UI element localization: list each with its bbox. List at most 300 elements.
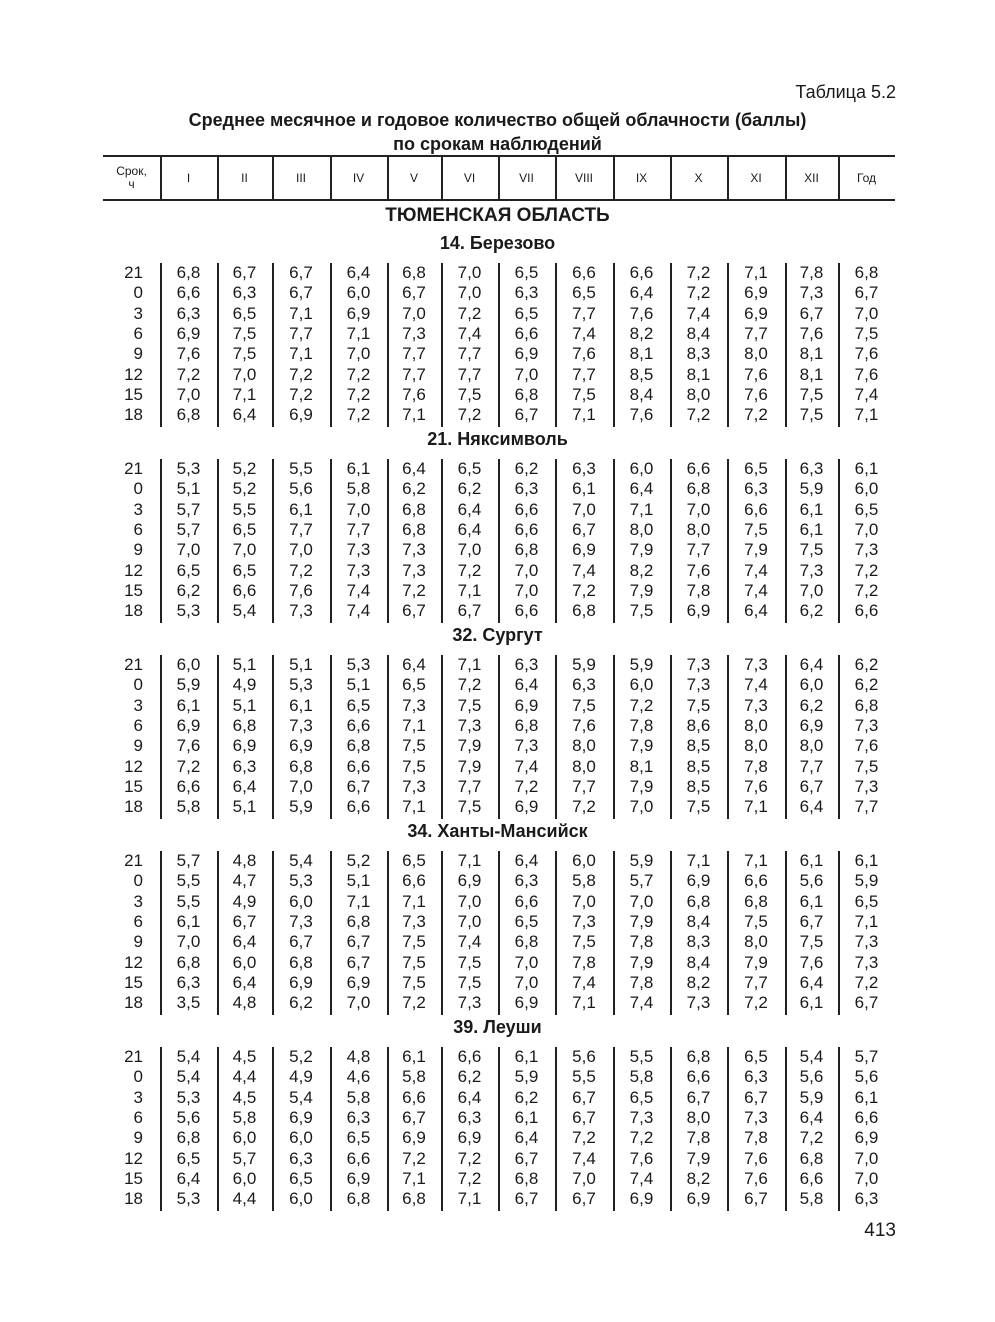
- value-cell: 5,1: [346, 675, 371, 695]
- value-cell: 6,1: [799, 993, 824, 1013]
- header-month: II: [241, 170, 248, 185]
- value-cell: 7,0: [176, 932, 201, 952]
- value-cell: 6,8: [289, 952, 313, 972]
- year-cell: 6,8: [854, 263, 879, 282]
- year-cell: 5,9: [854, 871, 879, 891]
- srok-cell: 15: [124, 776, 143, 796]
- region-title: ТЮМЕНСКАЯ ОБЛАСТЬ: [385, 205, 610, 226]
- table-title: [0, 108, 995, 156]
- value-cell: 7,0: [572, 1168, 596, 1188]
- value-cell: 7,7: [457, 776, 482, 796]
- value-cell: 8,2: [686, 972, 711, 992]
- column-rule: [785, 263, 787, 427]
- value-cell: 6,3: [514, 283, 539, 303]
- value-cell: 6,8: [572, 601, 596, 621]
- value-cell: 7,1: [457, 580, 482, 600]
- value-cell: 6,0: [289, 1189, 313, 1209]
- value-cell: 6,4: [629, 283, 654, 303]
- value-cell: 6,4: [799, 655, 824, 674]
- value-cell: 8,1: [686, 364, 711, 384]
- page-number: 413: [864, 1220, 896, 1241]
- value-cell: 6,4: [799, 1107, 824, 1127]
- value-cell: 6,3: [572, 675, 596, 695]
- value-cell: 6,9: [514, 797, 539, 817]
- value-cell: 5,5: [176, 871, 201, 891]
- value-cell: 7,0: [232, 364, 257, 384]
- value-cell: 4,9: [232, 891, 257, 911]
- value-cell: 7,0: [514, 580, 539, 600]
- value-cell: 7,6: [744, 776, 768, 796]
- column-rule: [498, 459, 500, 623]
- value-cell: 6,4: [232, 405, 257, 425]
- year-cell: 7,6: [854, 364, 879, 384]
- value-cell: 7,6: [686, 560, 711, 580]
- value-cell: 5,7: [176, 519, 201, 539]
- value-cell: 7,5: [457, 695, 482, 715]
- value-cell: 7,1: [402, 1168, 426, 1188]
- value-cell: 6,6: [346, 1148, 371, 1168]
- value-cell: 6,9: [402, 1128, 426, 1148]
- value-cell: 4,9: [232, 675, 257, 695]
- value-cell: 7,5: [799, 405, 824, 425]
- value-cell: 7,5: [572, 384, 596, 404]
- value-cell: 7,1: [289, 344, 313, 364]
- value-cell: 7,2: [457, 405, 482, 425]
- year-cell: 6,1: [854, 459, 879, 478]
- value-cell: 7,6: [289, 580, 313, 600]
- value-cell: 5,6: [572, 1047, 596, 1066]
- value-cell: 6,7: [232, 263, 257, 282]
- value-cell: 6,8: [289, 756, 313, 776]
- value-cell: 5,6: [176, 1107, 201, 1127]
- value-cell: 6,5: [402, 675, 426, 695]
- value-cell: 6,9: [799, 715, 824, 735]
- year-cell: 6,7: [854, 283, 879, 303]
- value-cell: 6,9: [289, 1107, 313, 1127]
- value-cell: 5,3: [289, 871, 313, 891]
- value-cell: 7,5: [402, 972, 426, 992]
- value-cell: 7,6: [629, 405, 654, 425]
- value-cell: 7,6: [744, 1148, 768, 1168]
- value-cell: 7,1: [457, 851, 482, 870]
- value-cell: 7,9: [744, 540, 768, 560]
- year-cell: 7,3: [854, 715, 879, 735]
- value-cell: 5,1: [232, 655, 257, 674]
- value-cell: 5,1: [346, 871, 371, 891]
- value-cell: 5,7: [176, 851, 201, 870]
- header-month: III: [295, 170, 306, 185]
- column-rule: [441, 655, 443, 819]
- column-rule: [727, 263, 729, 427]
- value-cell: 8,1: [799, 344, 824, 364]
- value-cell: 7,7: [402, 364, 426, 384]
- value-cell: 6,7: [744, 1189, 768, 1209]
- value-cell: 7,6: [629, 303, 654, 323]
- value-cell: 7,3: [686, 993, 711, 1013]
- srok-cell: 9: [133, 1128, 143, 1148]
- srok-cell: 12: [124, 364, 143, 384]
- value-cell: 7,2: [457, 560, 482, 580]
- value-cell: 6,5: [514, 303, 539, 323]
- value-cell: 7,5: [629, 601, 654, 621]
- value-cell: 8,4: [686, 911, 711, 931]
- value-cell: 7,1: [457, 1189, 482, 1209]
- value-cell: 6,0: [289, 1128, 313, 1148]
- value-cell: 5,7: [232, 1148, 257, 1168]
- value-cell: 6,3: [514, 479, 539, 499]
- column-rule: [727, 655, 729, 819]
- table-title-line1: Среднее месячное и годовое количество общей облачности (баллы): [188, 110, 807, 130]
- value-cell: 7,4: [346, 580, 371, 600]
- value-cell: 7,5: [799, 384, 824, 404]
- srok-cell: 0: [133, 283, 143, 303]
- value-cell: 7,5: [799, 540, 824, 560]
- value-cell: 7,1: [572, 993, 596, 1013]
- value-cell: 7,9: [629, 776, 654, 796]
- srok-cell: 12: [124, 1148, 143, 1168]
- value-cell: 7,6: [799, 952, 824, 972]
- column-rule: [441, 459, 443, 623]
- header-month: VIII: [574, 170, 593, 185]
- column-rule: [727, 851, 729, 1015]
- column-rule: [838, 655, 840, 819]
- value-cell: 6,1: [289, 695, 313, 715]
- header-month: IV: [352, 170, 365, 185]
- value-cell: 6,8: [232, 715, 257, 735]
- value-cell: 7,7: [289, 323, 313, 343]
- srok-cell: 15: [124, 972, 143, 992]
- value-cell: 7,8: [799, 263, 824, 282]
- value-cell: 6,6: [686, 1067, 711, 1087]
- value-cell: 6,8: [514, 1168, 539, 1188]
- value-cell: 8,0: [799, 736, 824, 756]
- value-cell: 7,4: [457, 323, 482, 343]
- value-cell: 8,0: [744, 715, 768, 735]
- value-cell: 7,5: [457, 952, 482, 972]
- year-cell: 7,3: [854, 776, 879, 796]
- value-cell: 7,0: [346, 993, 371, 1013]
- value-cell: 6,1: [799, 519, 824, 539]
- value-cell: 6,6: [744, 499, 768, 519]
- value-cell: 8,1: [799, 364, 824, 384]
- year-cell: 7,3: [854, 932, 879, 952]
- value-cell: 6,3: [514, 871, 539, 891]
- value-cell: 7,4: [744, 560, 768, 580]
- year-cell: 7,0: [854, 303, 879, 323]
- value-cell: 7,0: [799, 580, 824, 600]
- value-cell: 5,3: [176, 1189, 201, 1209]
- value-cell: 7,2: [457, 303, 482, 323]
- value-cell: 6,6: [176, 283, 201, 303]
- value-cell: 7,0: [457, 263, 482, 282]
- value-cell: 7,7: [402, 344, 426, 364]
- value-cell: 7,0: [289, 776, 313, 796]
- value-cell: 6,7: [289, 283, 313, 303]
- value-cell: 5,3: [289, 675, 313, 695]
- value-cell: 7,0: [176, 384, 201, 404]
- column-rule: [838, 1047, 840, 1211]
- srok-cell: 15: [124, 384, 143, 404]
- value-cell: 6,4: [232, 776, 257, 796]
- value-cell: 6,8: [402, 499, 426, 519]
- header-srok-line1: Срок,: [116, 164, 147, 178]
- value-cell: 7,9: [629, 952, 654, 972]
- header-column-rule: [613, 157, 615, 199]
- value-cell: 5,8: [346, 479, 371, 499]
- header-column-rule: [670, 157, 672, 199]
- column-rule: [387, 1047, 389, 1211]
- value-cell: 5,8: [629, 1067, 654, 1087]
- value-cell: 4,9: [289, 1067, 313, 1087]
- value-cell: 6,7: [346, 932, 371, 952]
- column-rule: [498, 851, 500, 1015]
- value-cell: 8,1: [629, 344, 654, 364]
- column-rule: [670, 459, 672, 623]
- value-cell: 6,1: [402, 1047, 426, 1066]
- value-cell: 7,4: [629, 1168, 654, 1188]
- srok-cell: 0: [133, 675, 143, 695]
- table-label: Таблица 5.2: [795, 82, 896, 102]
- value-cell: 5,7: [176, 499, 201, 519]
- value-cell: 6,8: [514, 384, 539, 404]
- value-cell: 4,4: [232, 1067, 257, 1087]
- value-cell: 7,7: [572, 364, 596, 384]
- srok-cell: 6: [133, 323, 143, 343]
- value-cell: 6,8: [346, 911, 371, 931]
- value-cell: 4,5: [232, 1087, 257, 1107]
- value-cell: 5,4: [289, 851, 313, 870]
- value-cell: 6,9: [346, 303, 371, 323]
- value-cell: 5,4: [176, 1067, 201, 1087]
- value-cell: 4,7: [232, 871, 257, 891]
- value-cell: 6,7: [514, 1148, 539, 1168]
- value-cell: 7,8: [744, 1128, 768, 1148]
- value-cell: 7,4: [572, 1148, 596, 1168]
- value-cell: 7,5: [744, 519, 768, 539]
- value-cell: 6,4: [457, 1087, 482, 1107]
- value-cell: 7,6: [572, 715, 596, 735]
- value-cell: 7,8: [629, 972, 654, 992]
- value-cell: 7,5: [572, 932, 596, 952]
- value-cell: 6,9: [176, 715, 201, 735]
- value-cell: 6,9: [346, 1168, 371, 1188]
- value-cell: 5,6: [289, 479, 313, 499]
- value-cell: 7,1: [744, 263, 768, 282]
- value-cell: 6,0: [799, 675, 824, 695]
- value-cell: 8,0: [686, 1107, 711, 1127]
- value-cell: 8,2: [629, 560, 654, 580]
- value-cell: 6,9: [686, 601, 711, 621]
- value-cell: 7,9: [686, 1148, 711, 1168]
- value-cell: 7,9: [629, 580, 654, 600]
- value-cell: 6,6: [402, 871, 426, 891]
- value-cell: 7,1: [457, 655, 482, 674]
- value-cell: 7,1: [629, 499, 654, 519]
- value-cell: 6,6: [686, 459, 711, 478]
- value-cell: 7,7: [744, 323, 768, 343]
- value-cell: 5,3: [176, 1087, 201, 1107]
- value-cell: 7,4: [346, 601, 371, 621]
- station-name: 34. Ханты-Мансийск: [407, 821, 588, 841]
- value-cell: 5,1: [176, 479, 201, 499]
- value-cell: 7,2: [289, 560, 313, 580]
- srok-cell: 3: [133, 695, 143, 715]
- value-cell: 7,2: [176, 756, 201, 776]
- column-rule: [613, 655, 615, 819]
- value-cell: 5,5: [232, 499, 257, 519]
- srok-cell: 6: [133, 1107, 143, 1127]
- value-cell: 6,7: [799, 776, 824, 796]
- column-rule: [217, 655, 219, 819]
- value-cell: 5,9: [176, 675, 201, 695]
- value-cell: 6,9: [744, 303, 768, 323]
- value-cell: 7,0: [346, 499, 371, 519]
- value-cell: 8,2: [686, 1168, 711, 1188]
- value-cell: 7,2: [572, 580, 596, 600]
- value-cell: 7,0: [514, 952, 539, 972]
- value-cell: 8,0: [572, 756, 596, 776]
- srok-cell: 12: [124, 560, 143, 580]
- value-cell: 7,3: [402, 695, 426, 715]
- srok-cell: 12: [124, 756, 143, 776]
- value-cell: 6,7: [572, 519, 596, 539]
- value-cell: 7,3: [744, 655, 768, 674]
- value-cell: 6,5: [176, 560, 201, 580]
- header-srok: [103, 157, 160, 199]
- value-cell: 7,7: [457, 344, 482, 364]
- column-rule: [387, 851, 389, 1015]
- srok-cell: 21: [124, 1047, 143, 1066]
- value-cell: 7,7: [686, 540, 711, 560]
- value-cell: 5,1: [289, 655, 313, 674]
- value-cell: 8,2: [629, 323, 654, 343]
- srok-cell: 0: [133, 1067, 143, 1087]
- header-bottom-rule: [103, 199, 895, 201]
- srok-cell: 21: [124, 459, 143, 478]
- value-cell: 7,2: [572, 1128, 596, 1148]
- value-cell: 6,6: [402, 1087, 426, 1107]
- value-cell: 7,3: [457, 993, 482, 1013]
- value-cell: 7,0: [402, 303, 426, 323]
- srok-cell: 9: [133, 344, 143, 364]
- year-cell: 7,7: [854, 797, 879, 817]
- column-rule: [613, 459, 615, 623]
- value-cell: 6,6: [514, 499, 539, 519]
- value-cell: 7,0: [457, 891, 482, 911]
- year-cell: 7,2: [854, 560, 879, 580]
- value-cell: 6,3: [176, 972, 201, 992]
- value-cell: 6,7: [799, 911, 824, 931]
- value-cell: 6,1: [176, 911, 201, 931]
- value-cell: 7,7: [744, 972, 768, 992]
- value-cell: 7,9: [457, 736, 482, 756]
- value-cell: 5,1: [232, 797, 257, 817]
- year-cell: 6,6: [854, 601, 879, 621]
- value-cell: 7,0: [457, 911, 482, 931]
- value-cell: 6,5: [232, 519, 257, 539]
- value-cell: 7,3: [457, 715, 482, 735]
- year-cell: 7,6: [854, 344, 879, 364]
- value-cell: 6,2: [514, 459, 539, 478]
- value-cell: 7,6: [629, 1148, 654, 1168]
- value-cell: 7,2: [629, 1128, 654, 1148]
- value-cell: 7,5: [686, 695, 711, 715]
- value-cell: 6,9: [346, 972, 371, 992]
- value-cell: 6,7: [457, 601, 482, 621]
- srok-cell: 6: [133, 519, 143, 539]
- header-column-rule: [160, 157, 162, 199]
- value-cell: 6,6: [572, 263, 596, 282]
- srok-cell: 21: [124, 851, 143, 870]
- value-cell: 6,7: [514, 405, 539, 425]
- value-cell: 5,7: [629, 871, 654, 891]
- value-cell: 8,0: [686, 384, 711, 404]
- srok-cell: 18: [124, 405, 143, 425]
- value-cell: 7,1: [346, 891, 371, 911]
- column-rule: [838, 459, 840, 623]
- value-cell: 7,8: [629, 715, 654, 735]
- header-column-rule: [727, 157, 729, 199]
- value-cell: 6,0: [346, 283, 371, 303]
- srok-cell: 0: [133, 479, 143, 499]
- value-cell: 7,9: [629, 911, 654, 931]
- value-cell: 6,7: [232, 911, 257, 931]
- value-cell: 6,2: [402, 479, 426, 499]
- year-cell: 7,0: [854, 519, 879, 539]
- header-column-rule: [330, 157, 332, 199]
- value-cell: 6,5: [346, 1128, 371, 1148]
- value-cell: 5,3: [176, 459, 201, 478]
- value-cell: 5,9: [629, 655, 654, 674]
- value-cell: 6,8: [176, 263, 201, 282]
- value-cell: 6,9: [514, 344, 539, 364]
- value-cell: 7,2: [514, 776, 539, 796]
- value-cell: 7,2: [744, 405, 768, 425]
- value-cell: 7,5: [686, 797, 711, 817]
- value-cell: 5,4: [232, 601, 257, 621]
- value-cell: 6,4: [176, 1168, 201, 1188]
- value-cell: 6,9: [744, 283, 768, 303]
- value-cell: 5,5: [572, 1067, 596, 1087]
- value-cell: 7,1: [686, 851, 711, 870]
- value-cell: 7,2: [289, 384, 313, 404]
- header-column-rule: [217, 157, 219, 199]
- value-cell: 6,1: [572, 479, 596, 499]
- value-cell: 7,3: [629, 1107, 654, 1127]
- value-cell: 7,5: [744, 911, 768, 931]
- header-column-rule: [838, 157, 840, 199]
- value-cell: 7,5: [799, 932, 824, 952]
- value-cell: 7,3: [799, 560, 824, 580]
- value-cell: 7,3: [686, 655, 711, 674]
- value-cell: 6,1: [514, 1107, 539, 1127]
- value-cell: 7,4: [572, 323, 596, 343]
- value-cell: 7,1: [744, 851, 768, 870]
- value-cell: 7,2: [686, 405, 711, 425]
- value-cell: 8,5: [686, 756, 711, 776]
- header-srok-line2: ч: [128, 177, 135, 191]
- column-rule: [330, 263, 332, 427]
- value-cell: 6,4: [232, 932, 257, 952]
- value-cell: 7,2: [457, 675, 482, 695]
- srok-cell: 3: [133, 1087, 143, 1107]
- value-cell: 7,1: [402, 715, 426, 735]
- value-cell: 6,5: [514, 911, 539, 931]
- value-cell: 5,5: [289, 459, 313, 478]
- value-cell: 7,1: [572, 405, 596, 425]
- value-cell: 4,8: [232, 993, 257, 1013]
- value-cell: 7,0: [686, 499, 711, 519]
